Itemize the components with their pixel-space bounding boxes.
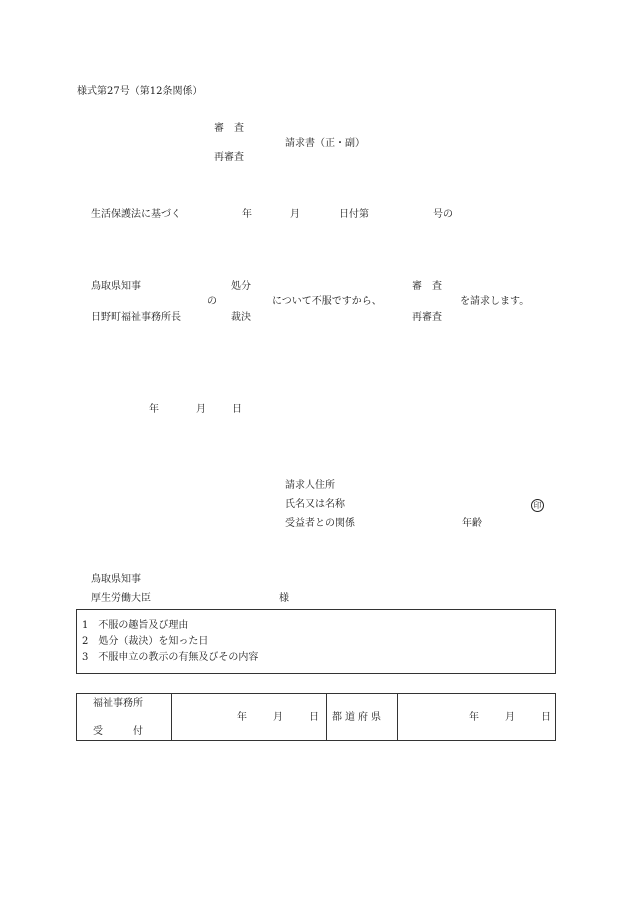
action-disposition: 処分 [231, 281, 251, 292]
line1-year: 年 [242, 209, 252, 220]
claimant-address-label: 請求人住所 [285, 480, 335, 491]
date-month: 月 [196, 404, 206, 415]
items-box [76, 609, 556, 674]
request-tail: を請求します。 [460, 296, 530, 307]
title-option-reexamination: 再審査 [214, 152, 244, 163]
form-number: 様式第27号（第12条関係） [77, 86, 203, 97]
line1-issue: 号の [433, 209, 453, 220]
receipt-month: 月 [273, 712, 283, 723]
receipt-year: 年 [237, 712, 247, 723]
receipt-received-label: 受 付 [93, 726, 143, 737]
receipt-table [76, 693, 556, 741]
authority-welfare-office: 日野町福祉事務所長 [91, 312, 181, 323]
addressee-honorific: 様 [279, 593, 289, 604]
receipt-divider-1 [171, 694, 172, 740]
addressee-governor: 鳥取県知事 [91, 574, 141, 585]
authority-governor: 鳥取県知事 [91, 281, 141, 292]
title-suffix: 請求書（正・副） [285, 138, 365, 149]
seal-icon: 印 [531, 499, 544, 512]
receipt-prefecture-label: 都道府県 [332, 712, 384, 723]
claimant-relation-label: 受益者との関係 [285, 518, 355, 529]
line1-day-number: 日付第 [339, 209, 369, 220]
claimant-name-label: 氏名又は名称 [285, 499, 345, 510]
receipt-divider-2 [326, 694, 327, 740]
receipt-day-2: 日 [541, 712, 551, 723]
addressee-minister: 厚生労働大臣 [91, 593, 151, 604]
request-reexamination: 再審査 [412, 312, 442, 323]
date-year: 年 [149, 404, 159, 415]
date-day: 日 [232, 404, 242, 415]
claimant-age-label: 年齢 [462, 518, 482, 529]
line1-month: 月 [290, 209, 300, 220]
action-decision: 裁決 [231, 312, 251, 323]
item-3: 3 不服申立の教示の有無及びその内容 [82, 652, 259, 663]
receipt-day: 日 [309, 712, 319, 723]
item-2: 2 処分（裁決）を知った日 [82, 636, 209, 647]
title-option-examination: 審 査 [214, 123, 244, 134]
law-basis: 生活保護法に基づく [91, 209, 181, 220]
item-1: 1 不服の趣旨及び理由 [82, 620, 189, 631]
receipt-divider-3 [397, 694, 398, 740]
request-examination: 審 査 [412, 281, 442, 292]
receipt-office-label: 福祉事務所 [93, 698, 143, 709]
receipt-year-2: 年 [469, 712, 479, 723]
complaint-text: について不服ですから、 [272, 296, 382, 307]
receipt-month-2: 月 [505, 712, 515, 723]
particle-no: の [207, 296, 217, 307]
